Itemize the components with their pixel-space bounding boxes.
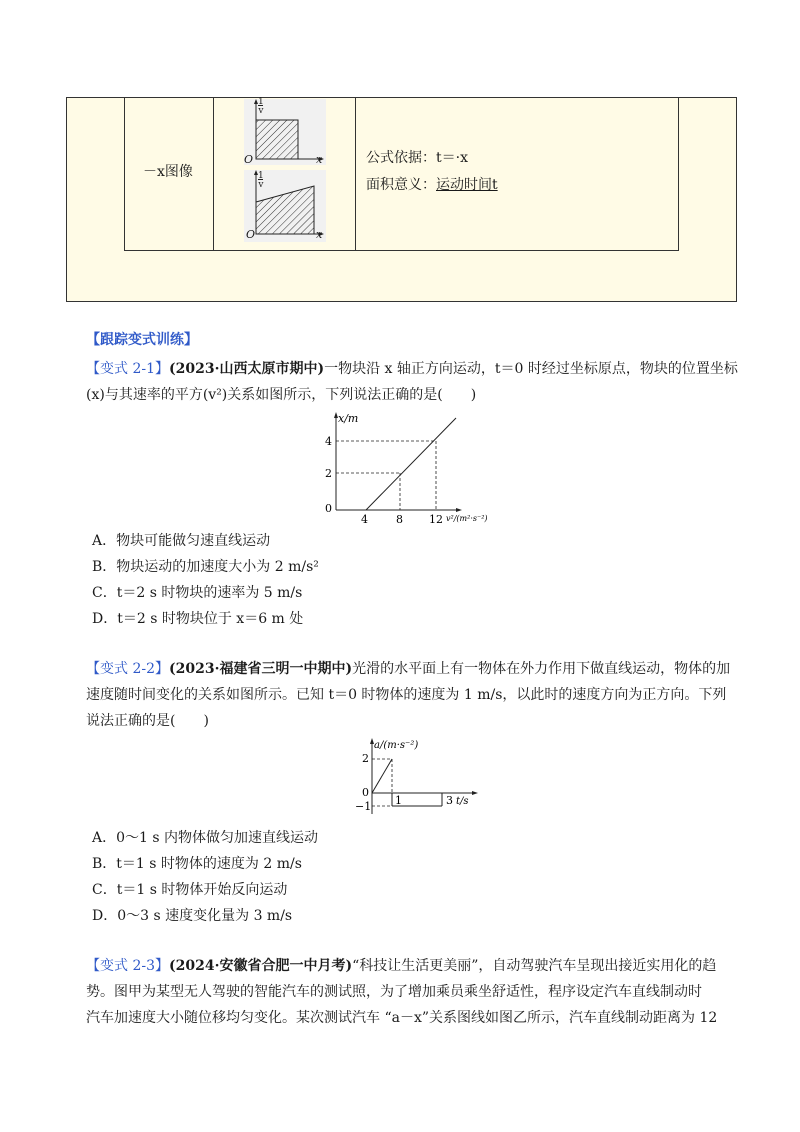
q1-x-tick-12: 12 xyxy=(429,513,443,526)
q2-y-axis-label: a/(m·s⁻²) xyxy=(374,740,419,751)
formula-basis: 公式依据：t＝·x xyxy=(366,150,468,166)
q2-text-1: 光滑的水平面上有一物体在外力作用下做直线运动，物体的加 xyxy=(352,661,731,677)
q1-y-tick-0: 0 xyxy=(325,502,332,515)
section-title: 【跟踪变式训练】 xyxy=(86,332,198,348)
q2-x-axis-label: t/s xyxy=(456,796,469,807)
q1-chart xyxy=(312,408,512,526)
q2-line-3: 说法正确的是( ) xyxy=(86,713,209,729)
graph-1-origin: O xyxy=(244,153,254,166)
q2-x-tick-3: 3 xyxy=(446,794,453,807)
area-meaning-value: 运动时间t xyxy=(436,177,498,193)
q1-y-axis-label: x/m xyxy=(338,412,359,425)
q3-line-3: 汽车加速度大小随位移均匀变化。某次测试汽车 “a－x”关系图线如图乙所示，汽车直线制动距离为 12 xyxy=(86,1010,718,1026)
q3-text-1: “科技让生活更美丽”，自动驾驶汽车呈现出接近实用化的趋 xyxy=(352,958,717,974)
graph-2-origin: O xyxy=(246,228,256,241)
q1-option-d: D．t＝2 s 时物块位于 x＝6 m 处 xyxy=(92,611,304,627)
area-meaning xyxy=(366,175,498,195)
q1-x-axis-label: v²/(m²·s⁻²) xyxy=(446,514,488,523)
graph-1-x-label: x xyxy=(316,153,323,166)
q1-tag: 【变式 2-1】 xyxy=(86,361,169,377)
q1-data-line xyxy=(366,418,456,510)
q3-tag: 【变式 2-3】 xyxy=(86,958,169,974)
q1-line-2: (x)与其速率的平方(v²)关系如图所示，下列说法正确的是( ) xyxy=(86,387,477,403)
table-row-label: －x图像 xyxy=(143,164,193,180)
q1-text-1: 一物块沿 x 轴正方向运动，t＝0 时经过坐标原点，物块的位置坐标 xyxy=(324,361,738,377)
q2-option-b: B．t＝1 s 时物体的速度为 2 m/s xyxy=(92,856,302,872)
graph-1-over-v-constant xyxy=(244,99,326,165)
q2-ramp-line xyxy=(372,759,392,793)
q1-line-1 xyxy=(86,359,738,379)
q1-y-tick-4: 4 xyxy=(325,435,332,448)
q1-option-b: B．物块运动的加速度大小为 2 m/s² xyxy=(92,559,319,575)
q3-line-2: 势。图甲为某型无人驾驶的智能汽车的测试照，为了增加乘员乘坐舒适性，程序设定汽车直线制动时 xyxy=(86,984,702,1000)
q2-x-tick-1: 1 xyxy=(395,794,402,807)
q1-x-tick-4: 4 xyxy=(361,513,368,526)
q3-source: (2024·安徽省合肥一中月考) xyxy=(169,958,353,974)
table-divider-1 xyxy=(213,97,214,250)
q2-chart xyxy=(352,734,486,816)
q3-line-1 xyxy=(86,956,716,976)
q2-source: (2023·福建省三明一中期中) xyxy=(169,661,353,677)
q2-line-2: 速度随时间变化的关系如图所示。已知 t＝0 时物体的速度为 1 m/s，以此时的速度方向为正方向。下列 xyxy=(86,687,727,703)
q1-source: (2023·山西太原市期中) xyxy=(169,361,325,377)
q1-y-tick-2: 2 xyxy=(325,467,332,480)
graph-1-y-label: 1 v xyxy=(258,97,264,116)
graph-2-over-v-increasing xyxy=(244,170,326,242)
q2-line-1 xyxy=(86,659,730,679)
q2-option-c: C．t＝1 s 时物体开始反向运动 xyxy=(92,882,288,898)
graph-2-x-label: x xyxy=(316,228,323,241)
formula-table xyxy=(124,97,679,251)
graph-2-y-label: 1 v xyxy=(258,171,264,190)
area-meaning-prefix: 面积意义： xyxy=(366,177,436,193)
q1-option-a: A．物块可能做匀速直线运动 xyxy=(92,533,271,549)
q1-option-c: C．t＝2 s 时物块的速率为 5 m/s xyxy=(92,585,303,601)
q1-x-tick-8: 8 xyxy=(396,513,403,526)
q2-option-a: A．0～1 s 内物体做匀加速直线运动 xyxy=(92,830,319,846)
q2-y-tick-neg1: −1 xyxy=(355,800,372,813)
q2-tag: 【变式 2-2】 xyxy=(86,661,169,677)
q2-y-tick-2: 2 xyxy=(362,752,369,765)
table-divider-2 xyxy=(355,97,356,250)
q2-option-d: D．0～3 s 速度变化量为 3 m/s xyxy=(92,908,293,924)
q2-y-tick-0: 0 xyxy=(362,786,369,799)
